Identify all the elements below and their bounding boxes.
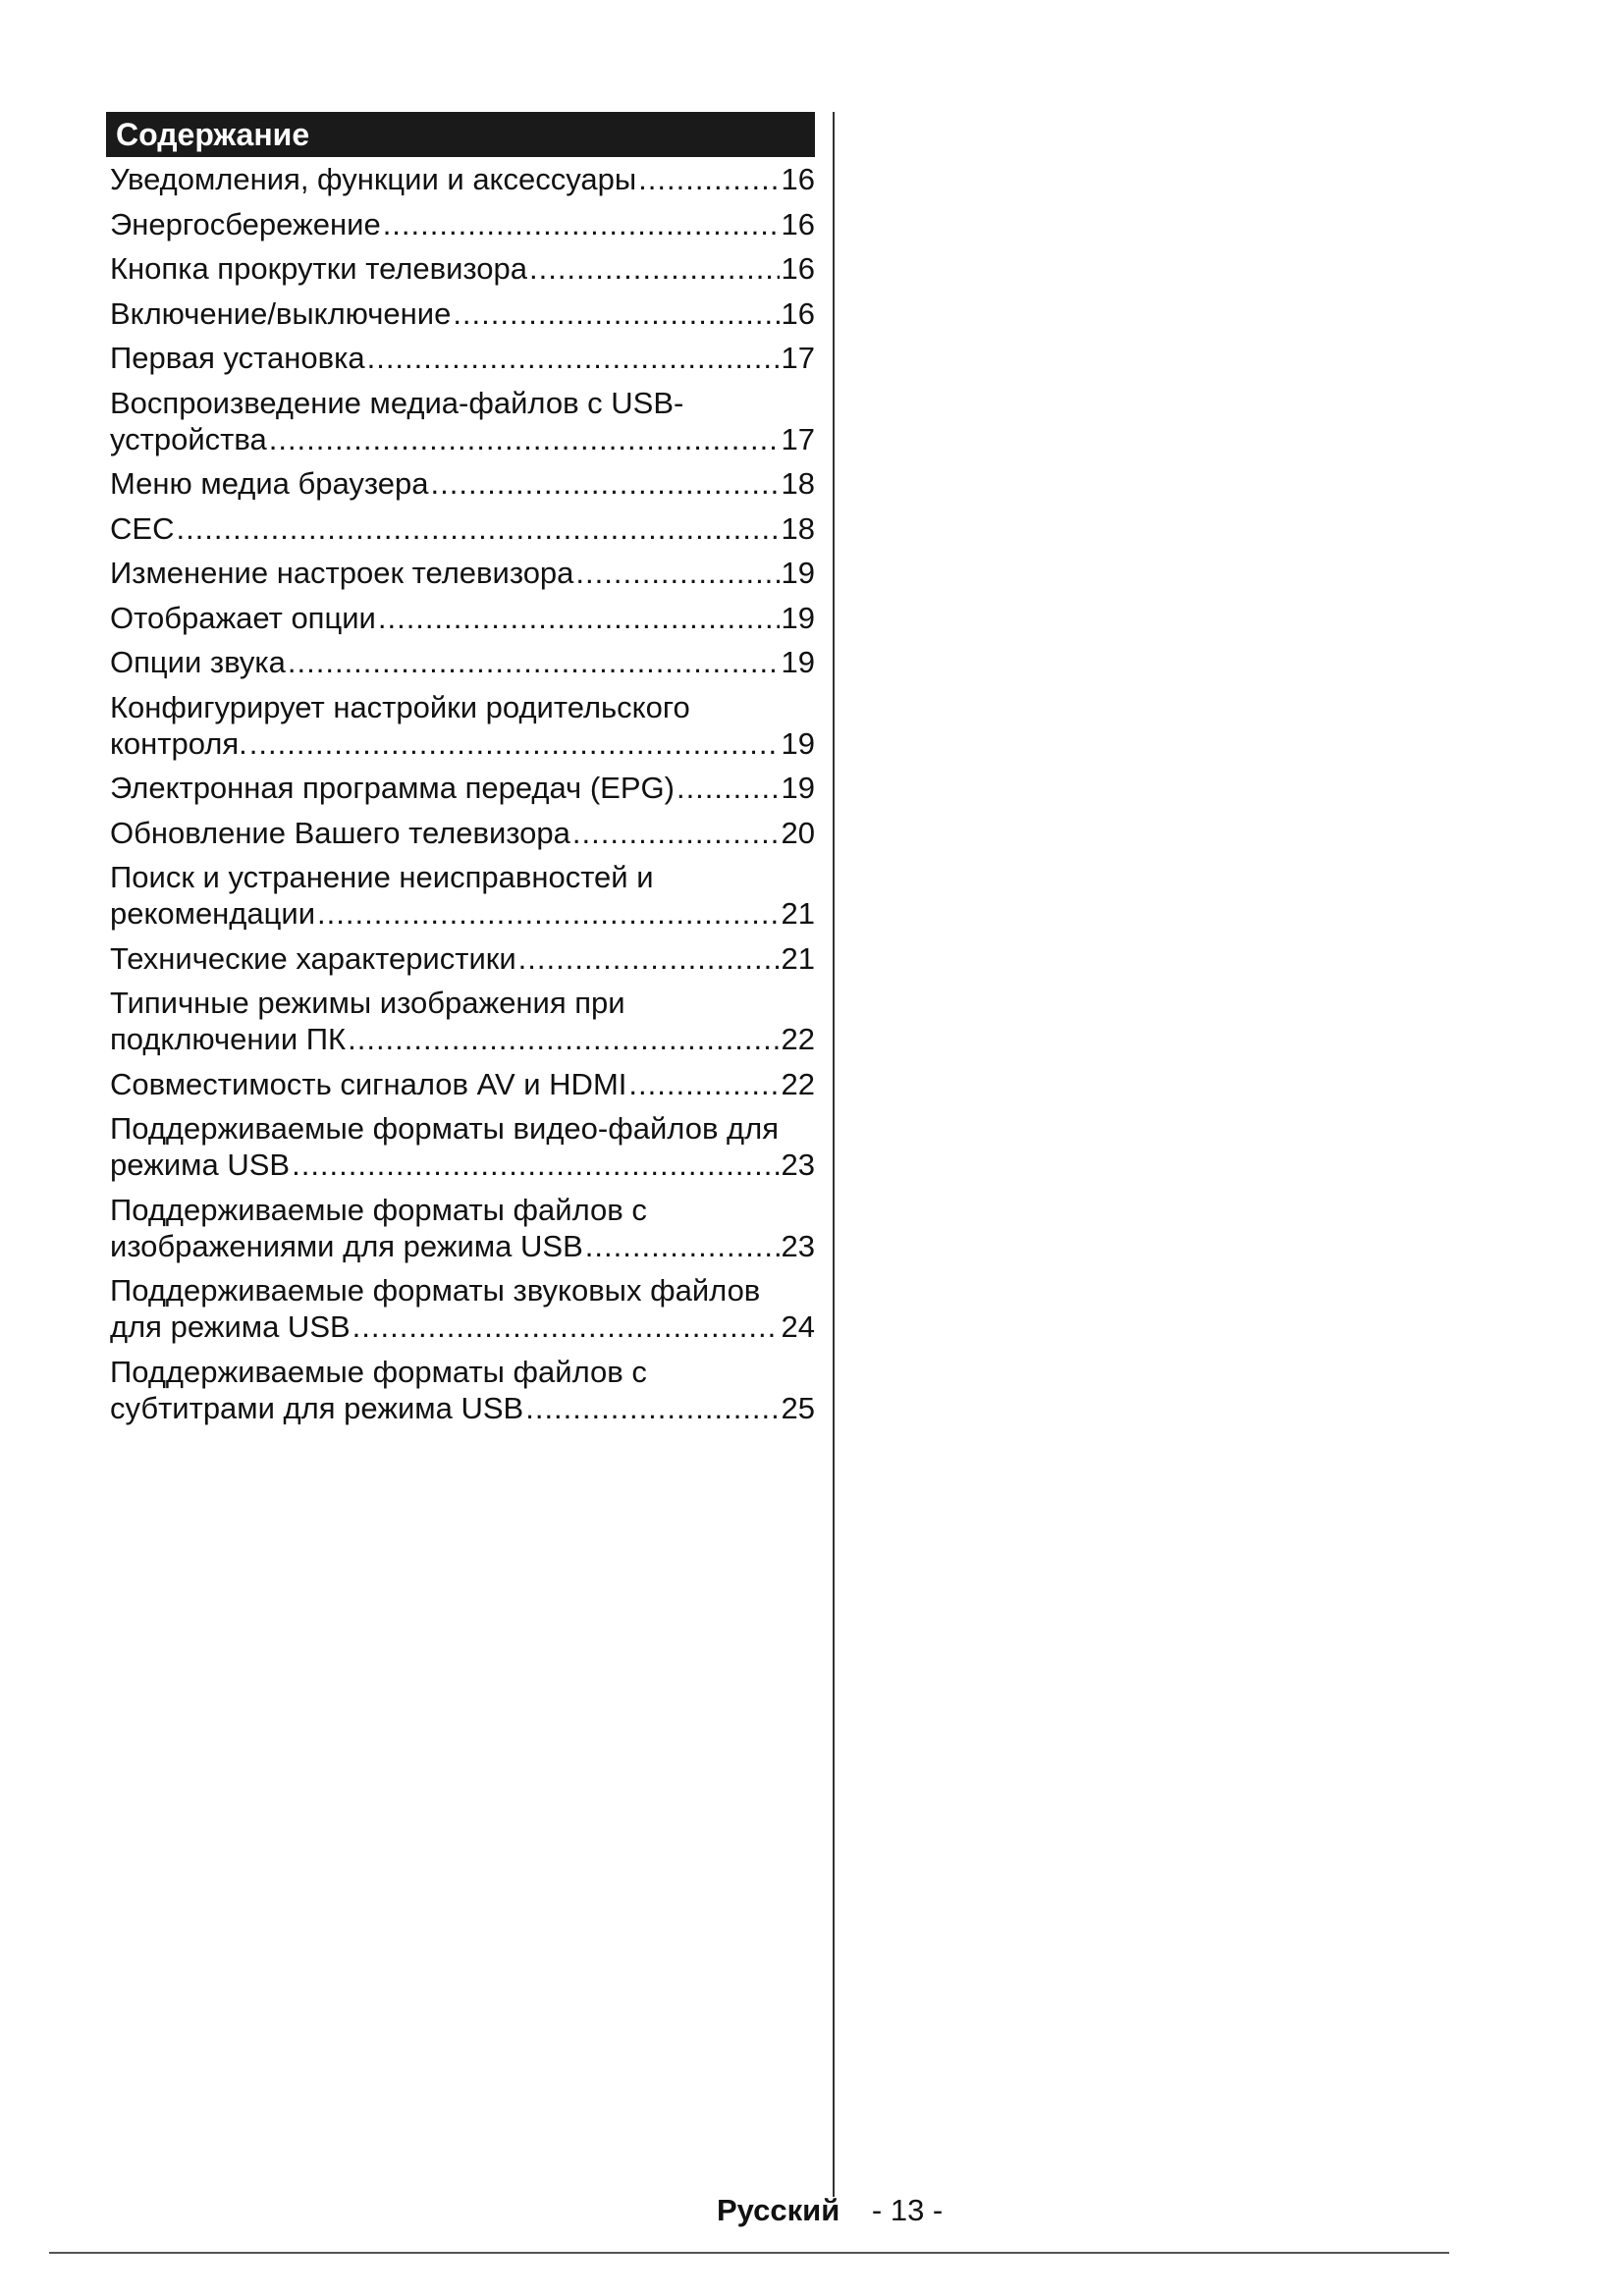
toc-entry[interactable] [110,1354,815,1426]
toc-entry[interactable] [110,1066,815,1102]
dot-leader [575,555,779,591]
toc-entry[interactable] [110,465,815,502]
toc-entry-title: Уведомления, функции и аксессуары [110,162,637,196]
toc-entry-page: 17 [781,341,815,375]
toc-entry[interactable] [110,510,815,547]
toc-entry-page: 25 [781,1390,815,1425]
toc-entry[interactable] [110,206,815,242]
toc-entry[interactable] [110,859,815,932]
toc-entry-title: Включение/выключение [110,295,452,331]
page-footer [717,2193,943,2228]
toc-entry-title: Электронная программа передач (EPG) [110,771,675,805]
dot-leader [383,206,780,242]
toc-entry-title: рекомендации [110,896,316,931]
toc-entry[interactable] [110,1110,815,1183]
dot-leader [453,295,779,332]
table-of-contents [106,112,815,1434]
toc-entry[interactable] [110,161,815,197]
footer-page-number: - 13 - [871,2193,944,2227]
toc-entry[interactable] [110,385,815,457]
toc-entry-title-line1: Типичные режимы изображения при [110,986,625,1020]
footer-language: Русский [717,2193,840,2227]
toc-entry-page: 16 [781,162,815,196]
toc-entry-page: 16 [781,206,815,241]
dot-leader [638,161,779,197]
toc-entry-title: Опции звука [110,645,286,679]
toc-entry-title: устройства [110,421,267,456]
toc-entry-title-line1: Воспроизведение медиа-файлов с USB- [110,385,684,420]
dot-leader [269,421,780,457]
toc-entry-title-line1: Поддерживаемые форматы файлов с [110,1192,647,1227]
dot-leader [292,1147,779,1183]
toc-heading: Содержание [106,112,815,157]
dot-leader [176,510,779,547]
dot-leader [677,770,780,806]
toc-entry[interactable] [110,815,815,851]
column-divider [833,112,835,2197]
toc-entry-title: Энергосбережение [110,206,381,241]
toc-entry-title: подключении ПК [110,1022,347,1056]
toc-entry[interactable] [110,1272,815,1345]
dot-leader [525,1390,779,1426]
toc-entry-title-line1: Поддерживаемые форматы видео-файлов для [110,1111,780,1146]
toc-entry-page: 20 [781,815,815,850]
toc-entry-page: 19 [781,725,815,761]
toc-entry-page: 24 [781,1309,815,1344]
toc-entry-page: 19 [781,771,815,805]
toc-entry-title: контроля. [110,725,247,761]
toc-entry-page: 23 [781,1228,815,1263]
dot-leader [585,1228,780,1264]
toc-entry[interactable] [110,555,815,591]
toc-entry-title: для режима USB [110,1309,351,1344]
dot-leader [367,340,780,376]
toc-entry-title: Совместимость сигналов AV и HDMI [110,1066,627,1101]
dot-leader [518,940,780,977]
toc-entry-title: Кнопка прокрутки телевизора [110,251,527,286]
toc-entry-title: Первая установка [110,341,365,375]
toc-entry-page: 18 [781,510,815,546]
toc-entry-page: 22 [781,1066,815,1101]
toc-entry[interactable] [110,770,815,806]
toc-entry-page: 16 [781,251,815,286]
toc-entry-page: 19 [781,645,815,679]
toc-entry-title: CEC [110,510,175,546]
toc-entry-title: режима USB [110,1148,291,1182]
toc-list [106,161,815,1426]
toc-entry-page: 19 [781,600,815,635]
toc-entry-page: 23 [781,1148,815,1182]
dot-leader [317,895,779,932]
toc-entry-page: 17 [781,421,815,456]
toc-entry-title: Технические характеристики [110,940,516,976]
toc-entry-title: субтитрами для режима USB [110,1390,524,1425]
toc-entry-title: Обновление Вашего телевизора [110,815,570,850]
dot-leader [529,250,780,287]
toc-entry-title-line1: Поддерживаемые форматы файлов с [110,1354,647,1389]
toc-entry-title: Меню медиа браузера [110,466,429,501]
dot-leader [628,1066,779,1102]
toc-entry[interactable] [110,600,815,636]
toc-entry-page: 19 [781,556,815,590]
toc-entry-title-line1: Поиск и устранение неисправностей и [110,860,654,894]
toc-entry[interactable] [110,340,815,376]
toc-entry-page: 22 [781,1022,815,1056]
toc-entry-title: Отображает опции [110,600,376,635]
dot-leader [431,465,780,502]
toc-entry-page: 21 [781,896,815,931]
toc-entry[interactable] [110,940,815,977]
toc-entry[interactable] [110,1192,815,1264]
dot-leader [572,815,780,851]
toc-entry-title-line1: Поддерживаемые форматы звуковых файлов [110,1273,761,1308]
toc-entry[interactable] [110,295,815,332]
toc-entry-page: 21 [781,940,815,976]
toc-entry[interactable] [110,644,815,680]
dot-leader [378,600,780,636]
toc-entry-page: 18 [781,466,815,501]
dot-leader [249,725,780,762]
dot-leader [352,1308,780,1345]
toc-entry-page: 16 [781,295,815,331]
toc-entry[interactable] [110,250,815,287]
toc-entry-title-line1: Конфигурирует настройки родительского [110,689,690,724]
toc-entry[interactable] [110,689,815,762]
dot-leader [348,1021,779,1057]
toc-entry[interactable] [110,985,815,1057]
toc-entry-title: изображениями для режима USB [110,1228,583,1263]
toc-entry-title: Изменение настроек телевизора [110,556,574,590]
footer-rule [49,2252,1449,2254]
dot-leader [288,644,780,680]
